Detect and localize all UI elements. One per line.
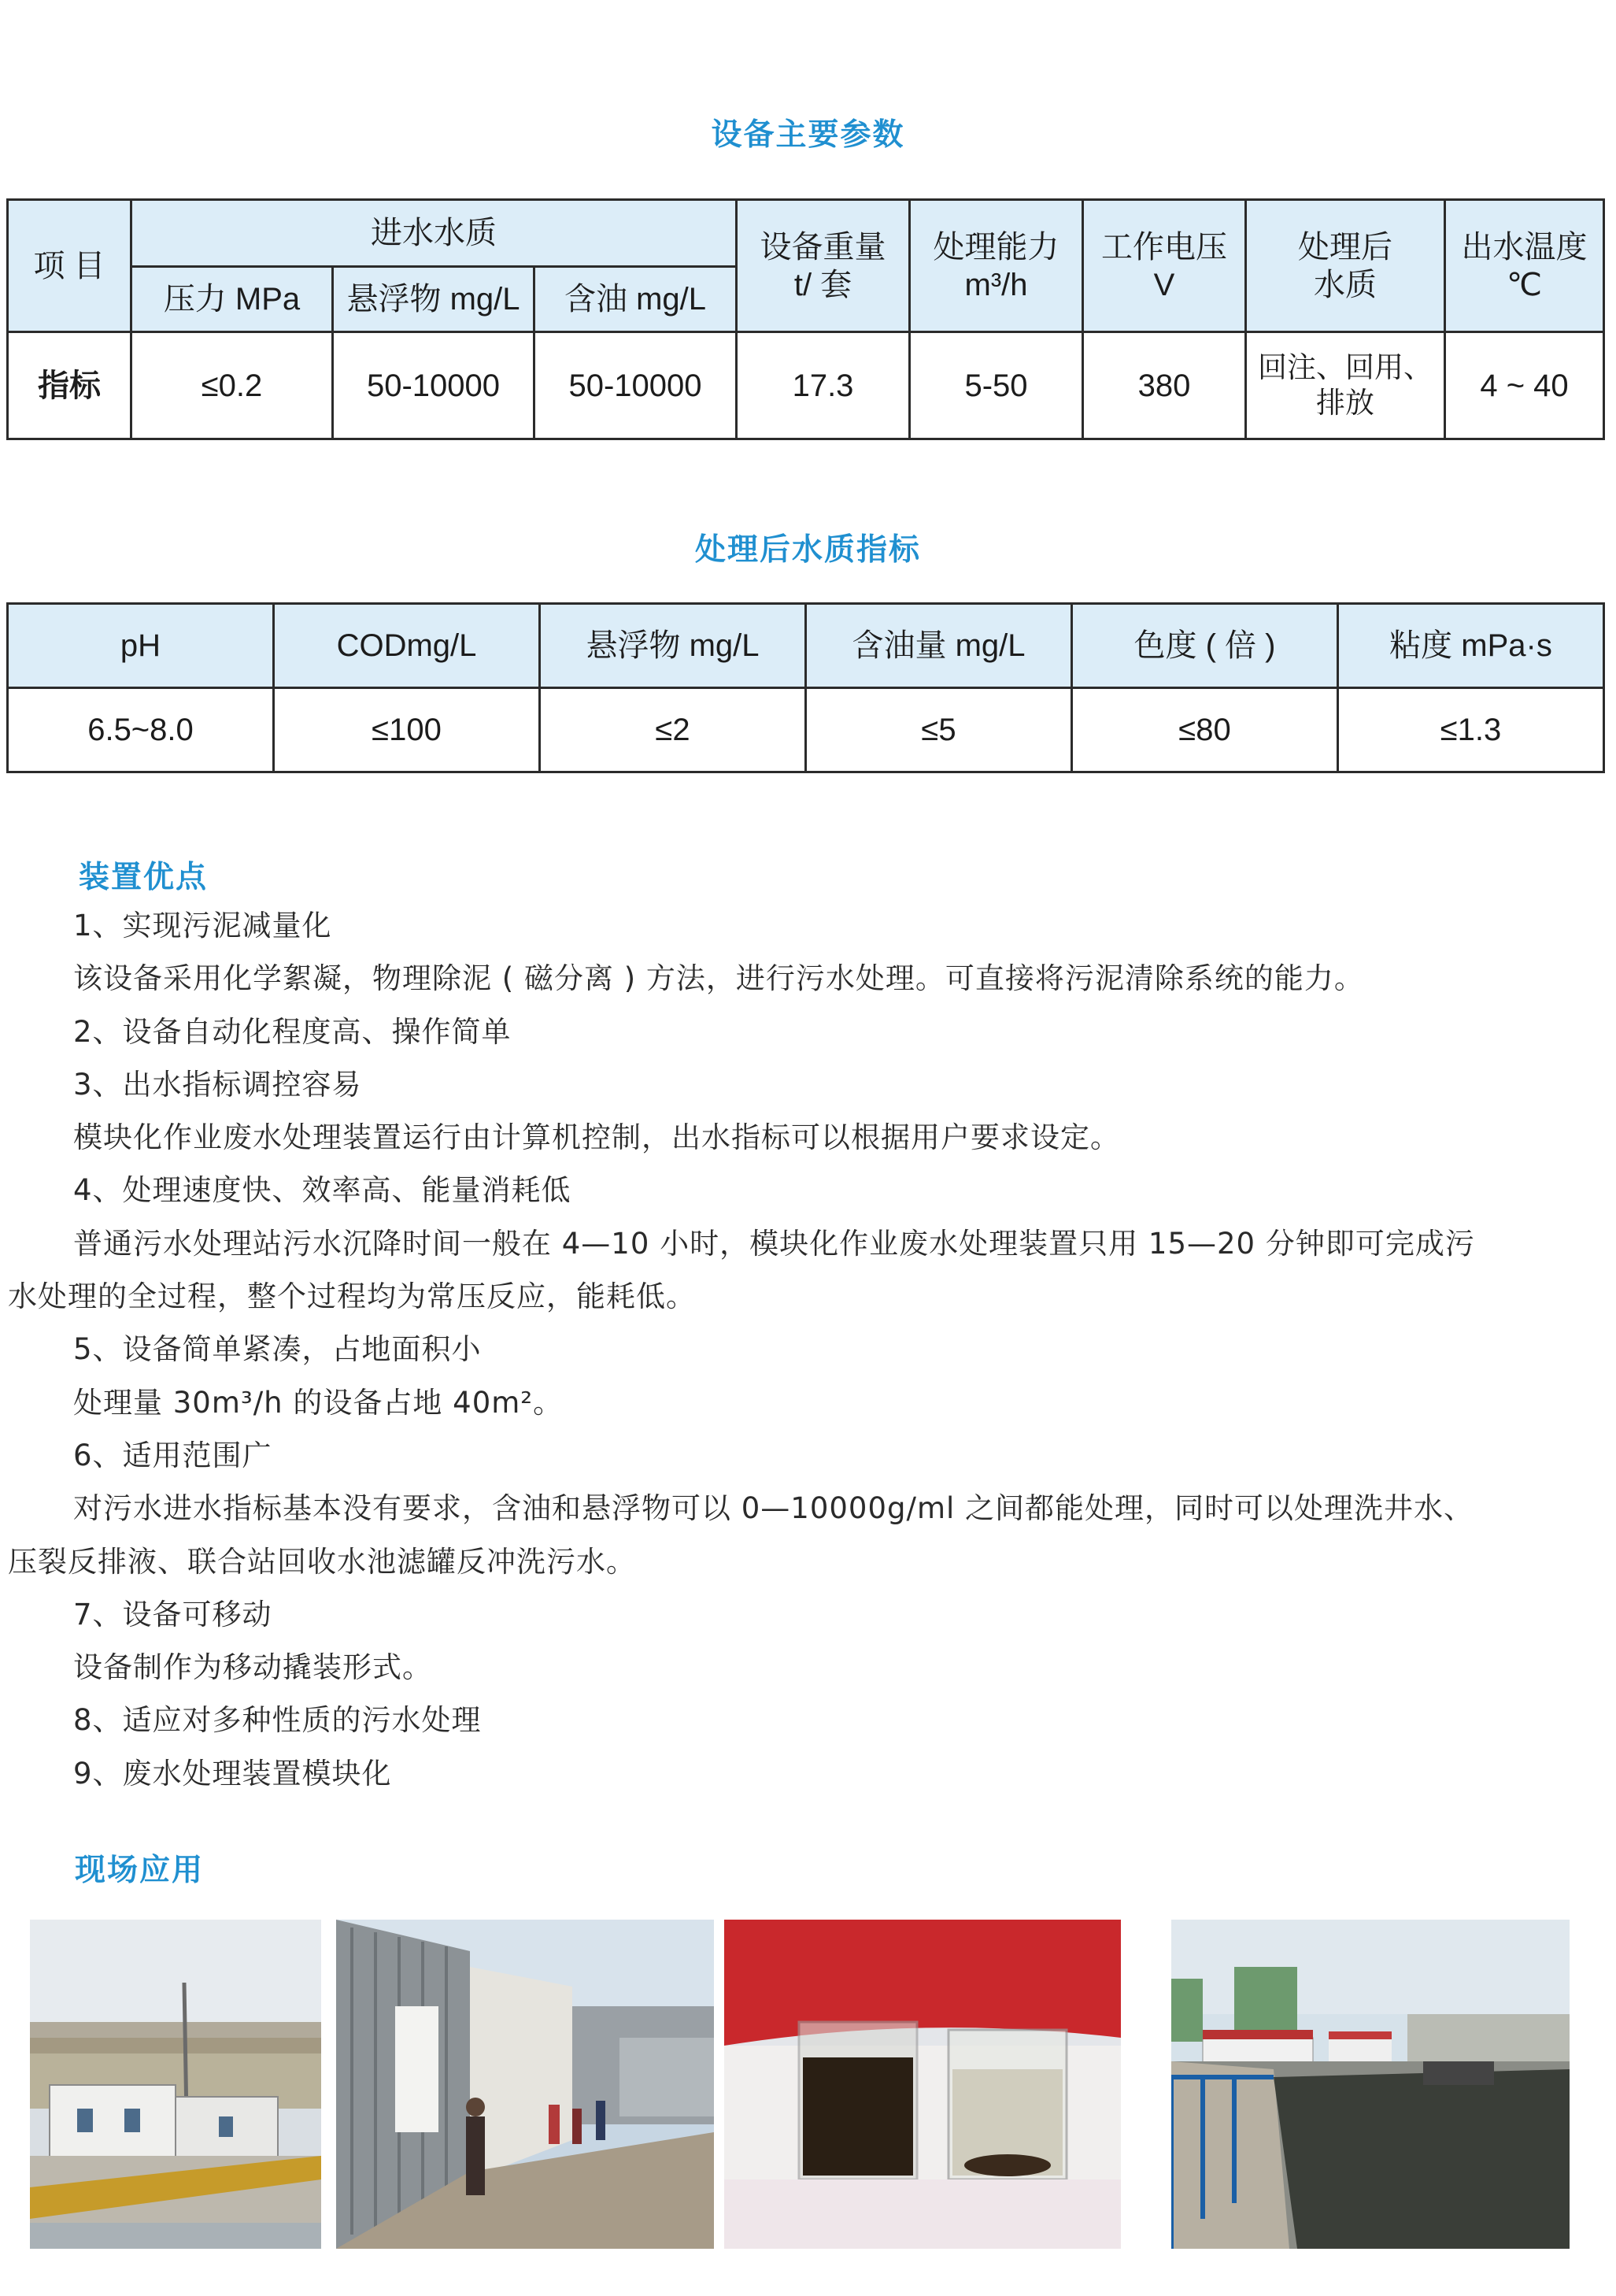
oil-value: 50-10000 [534, 332, 737, 439]
voltage-header-line1: 工作电压 [1101, 229, 1228, 265]
quality-value-viscosity: ≤1.3 [1338, 688, 1604, 772]
pressure-subheader: 压力 MPa [131, 267, 333, 332]
capacity-header-line2: m³/h [964, 267, 1028, 302]
treated-header-line1: 处理后 [1298, 229, 1393, 265]
temp-value: 4 ~ 40 [1445, 332, 1604, 439]
quality-value-cod: ≤100 [274, 688, 540, 772]
item-header: 项 目 [8, 200, 131, 332]
site-photo-containers [336, 1920, 714, 2249]
treated-value [1246, 332, 1445, 439]
advantage-line: 1、实现污泥减量化 [73, 909, 332, 942]
equipment-params-table [6, 198, 1605, 440]
site-photo-cabins [30, 1920, 321, 2249]
oil-subheader: 含油 mg/L [534, 267, 737, 332]
index-row-label: 指标 [8, 332, 131, 439]
site-photo-pond [1171, 1920, 1570, 2249]
quality-value-ph: 6.5~8.0 [8, 688, 274, 772]
advantages-list [0, 899, 1616, 1800]
quality-header-viscosity: 粘度 mPa·s [1338, 604, 1604, 688]
quality-value-oil: ≤5 [806, 688, 1072, 772]
quality-header-cod: CODmg/L [274, 604, 540, 688]
weight-header-line2: t/ 套 [793, 267, 852, 302]
advantage-line: 该设备采用化学絮凝，物理除泥 ( 磁分离 ) 方法，进行污水处理。可直接将污泥清除系统的能力。 [73, 961, 1364, 996]
advantage-line: 9、废水处理装置模块化 [73, 1756, 392, 1791]
advantage-line: 5、设备简单紧凑，占地面积小 [73, 1332, 482, 1367]
weight-value: 17.3 [737, 332, 910, 439]
inflow-quality-header: 进水水质 [131, 200, 737, 267]
site-photo-beakers [724, 1920, 1121, 2249]
advantages-heading: 装置优点 [79, 860, 209, 895]
quality-header-oil: 含油量 mg/L [806, 604, 1072, 688]
capacity-value: 5-50 [910, 332, 1083, 439]
params-title: 设备主要参数 [711, 117, 905, 153]
voltage-value: 380 [1083, 332, 1246, 439]
advantage-line: 处理量 30m³/h 的设备占地 40m²。 [73, 1385, 564, 1420]
pressure-value: ≤0.2 [131, 332, 333, 439]
voltage-header [1083, 200, 1246, 332]
quality-header-color: 色度 ( 倍 ) [1072, 604, 1338, 688]
advantage-line: 压裂反排液、联合站回收水池滤罐反冲洗污水。 [8, 1544, 636, 1579]
advantage-line: 7、设备可移动 [73, 1597, 272, 1631]
treated-header-line2: 水质 [1314, 267, 1377, 302]
suspended-subheader: 悬浮物 mg/L [333, 267, 534, 332]
advantage-line: 普通污水处理站污水沉降时间一般在 4—10 小时，模块化作业废水处理装置只用 15—20 分钟即可完成污 [73, 1226, 1475, 1261]
advantage-line: 设备制作为移动撬装形式。 [73, 1650, 432, 1685]
advantage-line: 水处理的全过程，整个过程均为常压反应，能耗低。 [8, 1279, 696, 1314]
quality-value-suspended: ≤2 [540, 688, 806, 772]
quality-value-color: ≤80 [1072, 688, 1338, 772]
weight-header-line1: 设备重量 [760, 229, 886, 265]
advantage-line: 对污水进水指标基本没有要求，含油和悬浮物可以 0—10000g/ml 之间都能处理，同时可以处理洗井水、 [73, 1491, 1474, 1526]
advantage-line: 8、适应对多种性质的污水处理 [73, 1703, 482, 1738]
quality-title: 处理后水质指标 [694, 532, 921, 568]
suspended-value: 50-10000 [333, 332, 534, 439]
treated-value-line1: 回注、回用、 [1258, 351, 1433, 384]
voltage-header-line2: V [1153, 267, 1175, 302]
treated-quality-header [1246, 200, 1445, 332]
advantage-line: 3、出水指标调控容易 [73, 1067, 362, 1102]
advantage-line: 2、设备自动化程度高、操作简单 [73, 1014, 512, 1049]
treated-value-line2: 排放 [1316, 386, 1375, 419]
quality-header-ph: pH [8, 604, 274, 688]
advantage-line: 6、适用范围广 [73, 1438, 272, 1472]
advantage-line: 4、处理速度快、效率高、能量消耗低 [73, 1173, 571, 1208]
temp-header-line2: ℃ [1507, 267, 1542, 302]
capacity-header-line1: 处理能力 [933, 229, 1059, 265]
outlet-temp-header [1445, 200, 1604, 332]
advantage-line: 模块化作业废水处理装置运行由计算机控制，出水指标可以根据用户要求设定。 [73, 1120, 1120, 1155]
temp-header-line1: 出水温度 [1461, 229, 1588, 265]
quality-header-suspended: 悬浮物 mg/L [540, 604, 806, 688]
capacity-header [910, 200, 1083, 332]
application-heading: 现场应用 [75, 1853, 205, 1888]
water-quality-table [6, 602, 1605, 773]
weight-header [737, 200, 910, 332]
